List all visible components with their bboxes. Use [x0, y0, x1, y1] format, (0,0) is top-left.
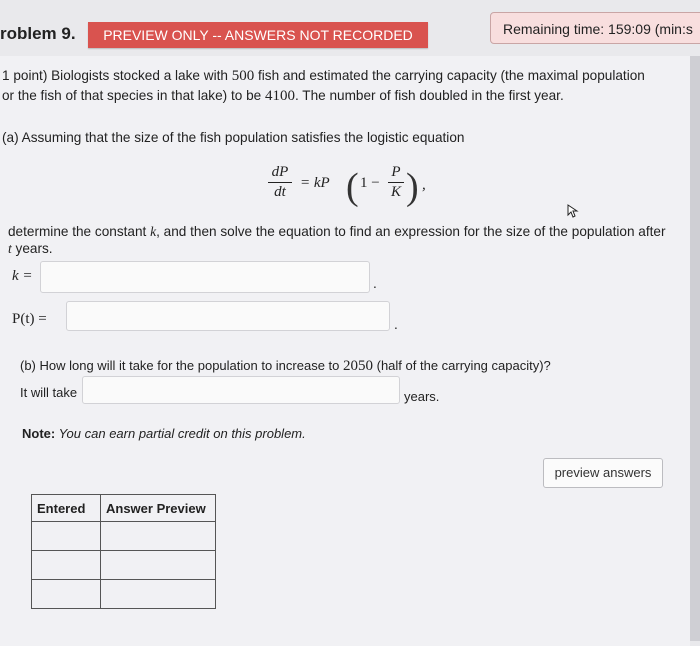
fraction-bar	[388, 182, 404, 183]
t-variable: t	[8, 241, 12, 256]
it-will-take-label: It will take	[20, 385, 78, 400]
problem-header	[0, 14, 700, 54]
table-cell-preview	[101, 580, 216, 609]
instruction-text: determine the constant	[8, 224, 151, 239]
years-answer-input[interactable]	[82, 376, 400, 404]
part-b-prompt	[20, 356, 551, 376]
remaining-time-box: Remaining time: 159:09 (min:s	[490, 12, 700, 44]
statement-text: 1 point) Biologists stocked a lake with	[2, 68, 232, 83]
part-a-prompt: (a) Assuming that the size of the fish population satisfies the logistic equation	[2, 130, 465, 145]
prompt-text: (b) How long will it take for the population to increase to	[20, 358, 344, 373]
table-cell-entered	[32, 580, 101, 609]
logistic-equation	[262, 160, 452, 216]
fraction-numerator: dP	[271, 164, 289, 180]
problem-title: roblem 9.	[0, 24, 76, 43]
table-cell-preview	[101, 551, 216, 580]
note-text: You can earn partial credit on this problem.	[55, 426, 306, 441]
equation-one-minus: 1 −	[360, 175, 380, 191]
page-scroll-edge[interactable]	[690, 56, 700, 641]
statement-text: fish and estimated the carrying capacity (the maximal population	[254, 68, 645, 83]
statement-text: . The number of fish doubled in the first year.	[294, 88, 564, 103]
right-paren: )	[406, 166, 419, 208]
left-paren: (	[346, 166, 359, 208]
answer-preview-column-header: Answer Preview	[101, 495, 216, 522]
fraction-denominator: dt	[274, 184, 286, 200]
half-capacity-value: 2050	[343, 358, 374, 374]
carrying-capacity-value: 4100	[264, 88, 295, 104]
problem-panel	[0, 56, 690, 646]
prompt-text: (half of the carrying capacity)?	[373, 358, 551, 373]
table-row	[32, 551, 216, 580]
instruction-text: years.	[11, 241, 53, 256]
fish-count: 500	[231, 68, 255, 84]
pt-label: P(t) =	[12, 311, 47, 327]
k-answer-input[interactable]	[40, 261, 370, 293]
mouse-cursor-icon	[567, 204, 581, 218]
note-label: Note:	[22, 426, 56, 441]
table-header-row	[32, 495, 216, 522]
fraction-bar	[268, 182, 292, 183]
problem-statement-line1	[2, 66, 645, 86]
k-variable: k	[150, 224, 157, 239]
partial-credit-note	[22, 424, 306, 444]
answers-table	[31, 494, 216, 609]
dp-dt-fraction	[268, 164, 292, 201]
p-over-k-fraction	[388, 164, 404, 201]
preview-only-badge: PREVIEW ONLY -- ANSWERS NOT RECORDED	[88, 22, 428, 48]
pt-input-suffix: .	[394, 317, 398, 332]
pt-answer-input[interactable]	[66, 301, 390, 331]
equation-comma: ,	[422, 177, 426, 193]
table-row	[32, 522, 216, 551]
preview-answers-button[interactable]: preview answers	[543, 458, 663, 488]
fraction-denominator: K	[390, 184, 401, 200]
determine-instruction-line1	[8, 222, 665, 242]
table-cell-preview	[101, 522, 216, 551]
equation-middle: = kP	[300, 175, 330, 191]
instruction-text: , and then solve the equation to find an expression for the size of the population after	[156, 224, 666, 239]
years-unit-label: years.	[404, 389, 440, 404]
entered-column-header: Entered	[32, 495, 101, 522]
k-input-suffix: .	[373, 276, 377, 291]
statement-text: or the fish of that species in that lake) to be	[2, 88, 265, 103]
determine-instruction-line2	[8, 239, 53, 259]
table-cell-entered	[32, 522, 101, 551]
table-cell-entered	[32, 551, 101, 580]
table-row	[32, 580, 216, 609]
problem-statement-line2	[2, 86, 564, 106]
k-label: k =	[12, 268, 33, 284]
fraction-numerator: P	[391, 164, 401, 180]
